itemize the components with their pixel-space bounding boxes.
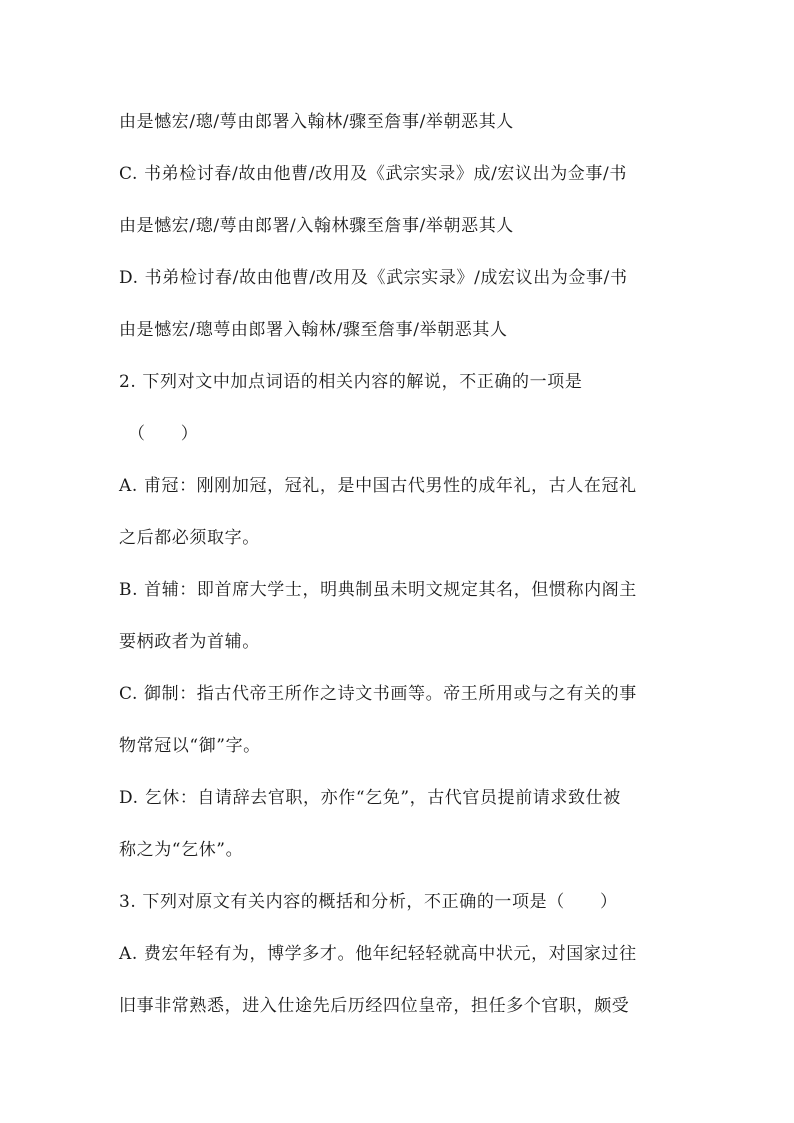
option-c-line-1: C. 书弟检讨春/故由他曹/改用及《武宗实录》成/宏议出为佥事/书 bbox=[119, 164, 627, 184]
option-c-line-2: 由是憾宏/璁/萼由郎署/入翰林骤至詹事/举朝恶其人 bbox=[119, 216, 514, 236]
question-2-answer-blank: （ ） bbox=[128, 424, 199, 444]
q3-option-a-line-2: 旧事非常熟悉，进入仕途先后历经四位皇帝，担任多个官职，颇受 bbox=[119, 996, 630, 1016]
q2-option-a-line-2: 之后都必须取字。 bbox=[119, 528, 260, 548]
q2-option-c-line-2: 物常冠以“御”字。 bbox=[119, 736, 261, 756]
q2-option-d-line-2: 称之为“乞休”。 bbox=[119, 840, 244, 860]
q3-option-a-line-1: A. 费宏年轻有为，博学多才。他年纪轻轻就高中状元，对国家过往 bbox=[119, 944, 637, 964]
option-d-line-1: D. 书弟检讨春/故由他曹/改用及《武宗实录》/成宏议出为佥事/书 bbox=[119, 268, 628, 288]
q2-option-b-line-2: 要柄政者为首辅。 bbox=[119, 632, 260, 652]
option-d-line-2: 由是憾宏/璁萼由郎署入翰林/骤至詹事/举朝恶其人 bbox=[119, 320, 508, 340]
q2-option-b-line-1: B. 首辅：即首席大学士，明典制虽未明文规定其名，但惯称内阁主 bbox=[119, 580, 637, 600]
question-2-stem: 2. 下列对文中加点词语的相关内容的解说，不正确的一项是 bbox=[119, 372, 583, 392]
q2-option-c-line-1: C. 御制：指古代帝王所作之诗文书画等。帝王所用或与之有关的事 bbox=[119, 684, 637, 704]
q2-option-a-line-1: A. 甫冠：刚刚加冠，冠礼，是中国古代男性的成年礼，古人在冠礼 bbox=[119, 476, 637, 496]
option-b-continuation-line: 由是憾宏/璁/萼由郎署入翰林/骤至詹事/举朝恶其人 bbox=[119, 112, 514, 132]
question-3-stem: 3. 下列对原文有关内容的概括和分析，不正确的一项是（ ） bbox=[119, 892, 618, 912]
q2-option-d-line-1: D. 乞休：自请辞去官职，亦作“乞免”，古代官员提前请求致仕被 bbox=[119, 788, 621, 808]
